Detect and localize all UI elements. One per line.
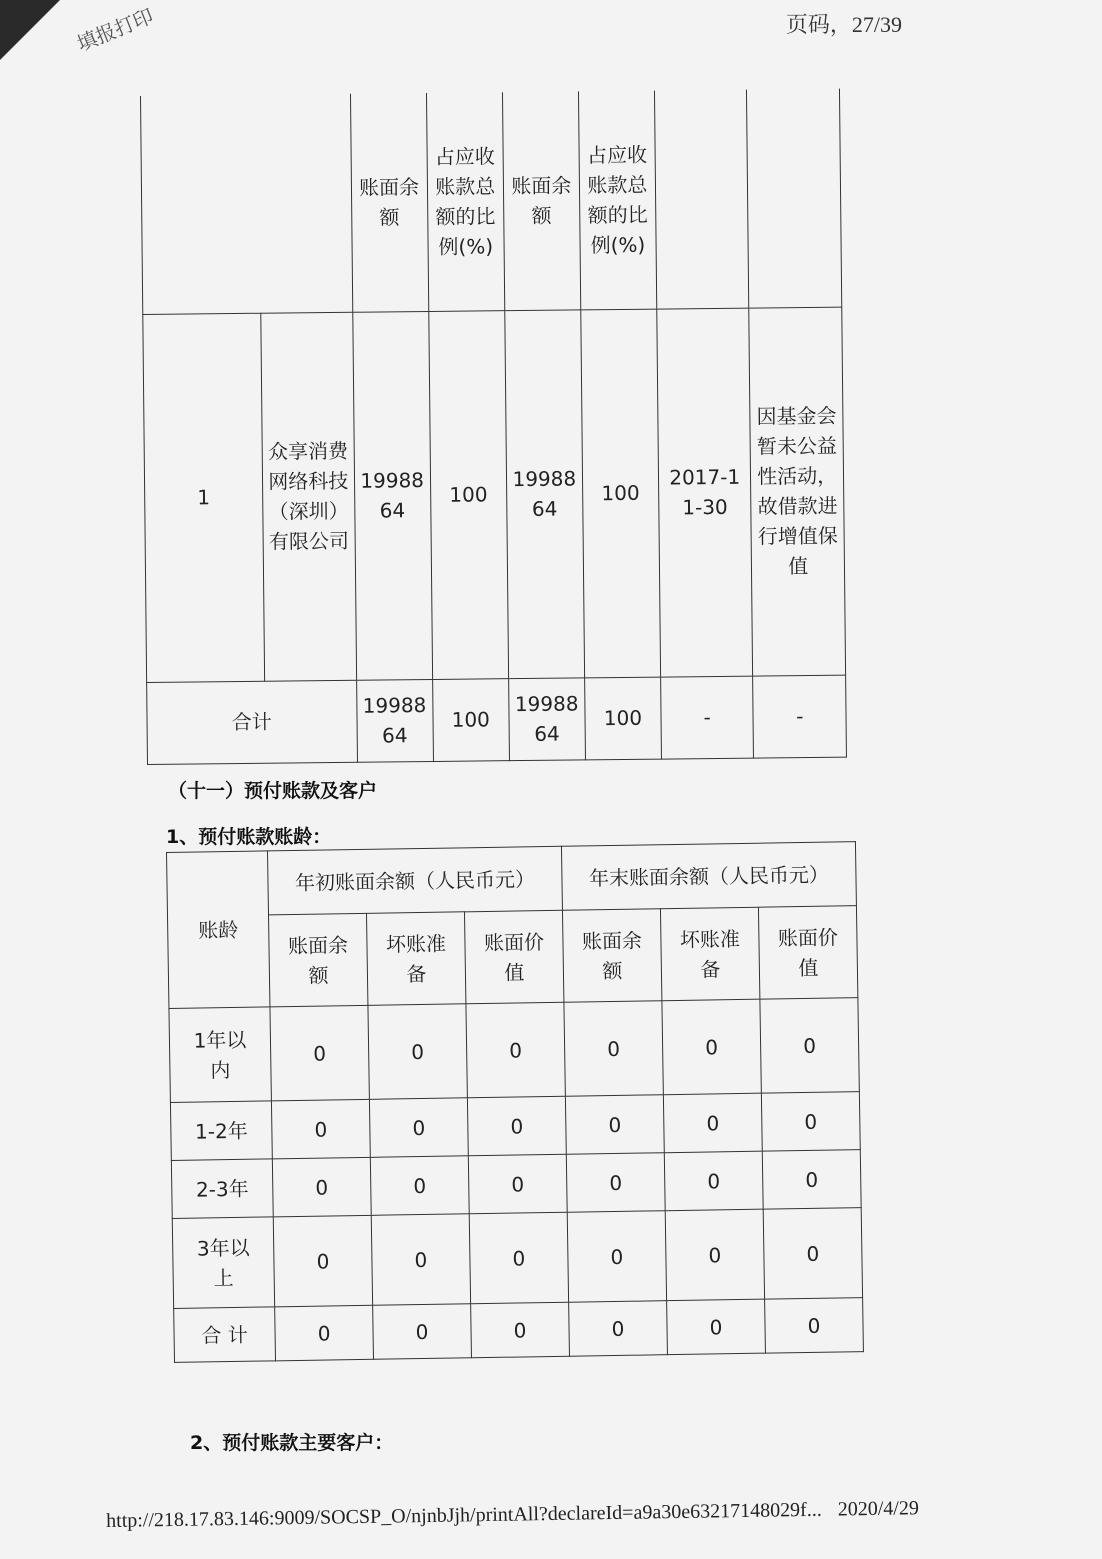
total-date: - [661,676,754,759]
aging-sub-header-row [168,906,858,1009]
total-ratio-b: 100 [584,677,661,760]
cell-value: 0 [371,1214,470,1306]
amount-b: 1998864 [505,309,585,678]
receivables-data-row [143,307,846,682]
header-cell-empty [140,94,352,314]
cell-value: 0 [467,1096,566,1156]
cell-value: 0 [368,1004,467,1100]
cell-value: 0 [564,1001,663,1097]
cell-value: 0 [275,1305,374,1361]
print-label: 填报打印 [73,3,157,56]
page-number: 页码，27/39 [785,12,902,37]
cell-value: 0 [471,1302,570,1358]
date: 2017-11-30 [657,308,753,677]
header-amount-a: 账面余额 [350,93,428,312]
total-reason: - [753,675,846,758]
receivables-table [140,89,847,765]
age-label: 1-2年 [170,1101,272,1161]
cell-value: 0 [369,1098,468,1158]
ratio-b: 100 [581,309,661,678]
row-number: 1 [143,313,265,682]
cell-value: 0 [569,1301,668,1357]
table-row [169,998,859,1103]
age-label: 合 计 [174,1307,276,1363]
cell-value: 0 [469,1212,568,1304]
debtor-name: 众享消费网络科技（深圳）有限公司 [261,312,356,681]
section-title: （十一）预付账款及客户 [168,780,378,802]
total-amount-a: 1998864 [356,679,433,762]
total-label: 合计 [147,680,357,764]
cell-value: 0 [662,999,761,1095]
cell-value: 0 [272,1157,371,1217]
ratio-a: 100 [428,310,508,679]
header-ratio-a: 占应收账款总额的比例(%) [426,92,504,311]
header-amount-b: 账面余额 [502,91,580,310]
cell-value: 0 [665,1209,764,1301]
age-label: 1年以内 [169,1007,271,1103]
cell-value: 0 [566,1153,665,1213]
cell-value: 0 [760,998,859,1094]
cell-value: 0 [765,1298,864,1354]
sub-header: 坏账准备 [366,912,465,1006]
table-row [174,1298,864,1363]
table-row [171,1150,861,1219]
cell-value: 0 [373,1304,472,1360]
scan-corner-shadow [0,0,60,60]
footer-url[interactable]: http://218.17.83.146:9009/SOCSP_O/njnbJjh/printAll?declareId=a9a30e63217148029f... [106,1498,822,1532]
prepayment-aging-table [166,841,864,1363]
cell-value: 0 [270,1005,369,1101]
cell-value: 0 [468,1154,567,1214]
table-row [170,1092,860,1161]
cell-value: 0 [763,1208,862,1300]
total-ratio-a: 100 [432,678,509,761]
header-age: 账龄 [167,851,270,1009]
footer-date: 2020/4/29 [837,1497,920,1521]
amount-a: 1998864 [352,311,432,680]
aging-group-header-row [167,842,857,917]
receivables-total-row [147,675,847,764]
cell-value: 0 [761,1092,860,1152]
table-row [172,1208,862,1309]
sub-header: 账面价值 [464,910,563,1004]
sub-header: 账面余额 [269,913,368,1007]
total-amount-b: 1998864 [508,677,585,760]
cell-value: 0 [271,1099,370,1159]
header-group-start: 年初账面余额（人民币元） [267,846,562,915]
cell-value: 0 [567,1211,666,1303]
receivables-header-row [140,89,841,314]
cell-value: 0 [370,1156,469,1216]
cell-value: 0 [273,1215,372,1307]
sub-header: 账面余额 [562,909,661,1003]
sub-header: 账面价值 [758,906,857,1000]
cell-value: 0 [667,1299,766,1355]
subsection-title-2: 2、预付账款主要客户： [190,1432,394,1454]
cell-value: 0 [762,1150,861,1210]
header-cell-empty [654,90,749,309]
header-group-end: 年末账面余额（人民币元） [561,842,856,911]
reason: 因基金会暂未公益性活动，故借款进行增值保值 [749,307,845,676]
cell-value: 0 [565,1095,664,1155]
header-cell-empty [747,89,842,308]
age-label: 2-3年 [171,1159,273,1219]
subsection-title: 1、预付账款账龄： [166,826,332,848]
cell-value: 0 [663,1093,762,1153]
cell-value: 0 [664,1151,763,1211]
cell-value: 0 [466,1002,565,1098]
age-label: 3年以上 [172,1217,274,1309]
header-ratio-b: 占应收账款总额的比例(%) [578,91,656,310]
print-footer [106,1497,919,1533]
sub-header: 坏账准备 [660,907,759,1001]
